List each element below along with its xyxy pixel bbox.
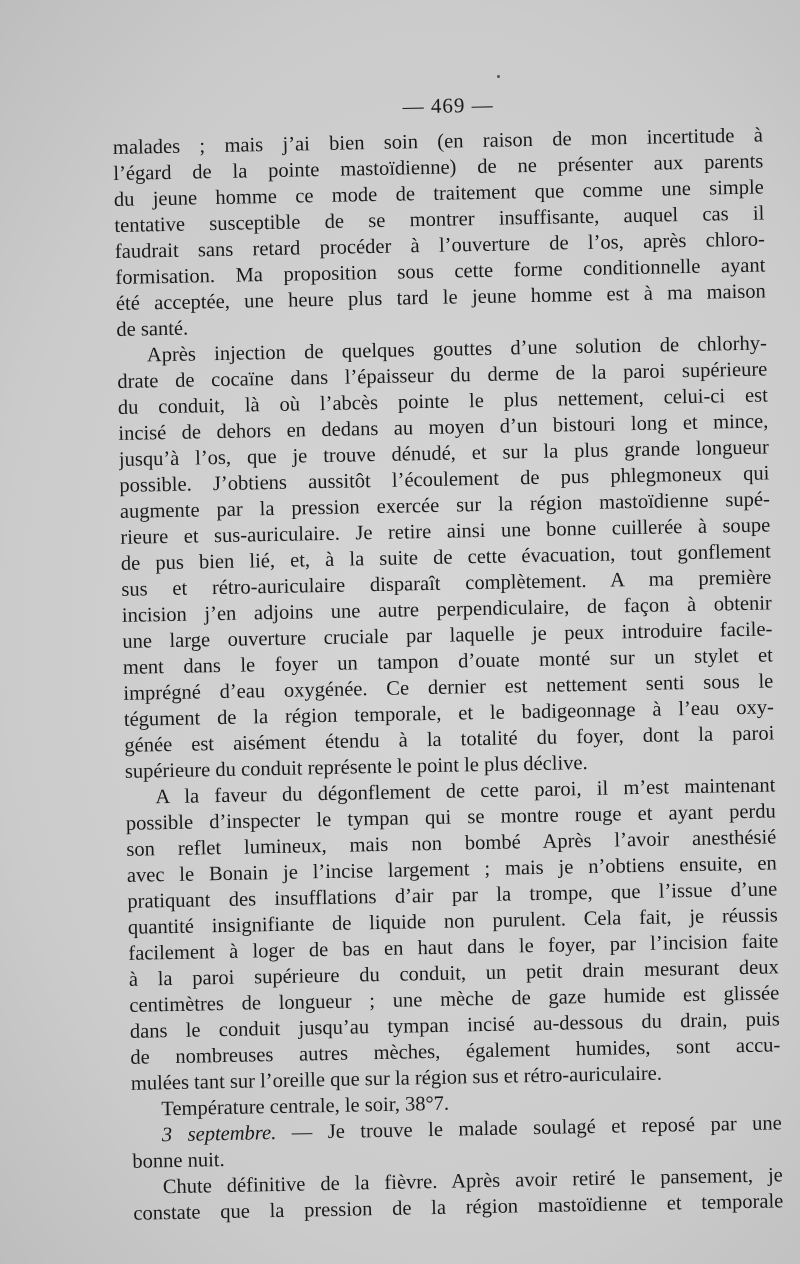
book-page — [112, 88, 784, 1227]
text-line: du jeune homme ce mode de traitement que comme une simple — [113, 176, 765, 211]
text-line: mulées tant sur l’oreille que sur la région sus et rétro-auriculaire. — [130, 1062, 663, 1095]
text-line: dans le conduit jusqu’au tympan incisé au-dessous du drain, puis — [129, 1008, 780, 1043]
text-line: possible d’inspecter le tympan qui se montre rouge et ayant perdu — [125, 800, 776, 835]
text-line: faudrait sans retard procéder à l’ouverture de l’os, après chloro- — [114, 228, 766, 263]
text-line: son reflet lumineux, mais non bombé Après l’avoir anesthésié — [126, 826, 777, 861]
text-line: possible. J’obtiens aussitôt l’écoulement de pus phlegmoneux qui — [119, 462, 770, 497]
text-line: A la faveur du dégonflement de cette paroi, il m’est maintenant — [155, 774, 776, 809]
text-line: une large ouverture cruciale par laquelle je peux introduire facile- — [122, 618, 773, 653]
text-line: de pus bien lié, et, à la suite de cette évacuation, tout gonflement — [120, 540, 771, 575]
text-line: été acceptée, une heure plus tard le jeune homme est à ma maison — [115, 280, 767, 315]
body-text — [113, 123, 784, 1227]
text-line: quantité insignifiante de liquide non purulent. Cela fait, je réussis — [127, 904, 778, 939]
text-line: incision j’en adjoins une autre perpendiculaire, de façon à obtenir — [121, 592, 772, 627]
text-line: constate que la pression de la région mastoïdienne et temporale — [133, 1190, 784, 1225]
entry-date: 3 septembre. — [161, 1122, 277, 1147]
page-number: — 469 — — [402, 92, 494, 119]
paragraph-3 — [125, 772, 781, 1096]
text-line: sus et rétro-auriculaire disparaît complètement. A ma première — [121, 566, 772, 601]
text-line: bonne nuit. — [132, 1149, 225, 1173]
final-paragraph — [133, 1162, 784, 1226]
text-line: de santé. — [116, 317, 189, 341]
text-line: du conduit, là où l’abcès pointe le plus nettement, celui-ci est — [117, 384, 769, 419]
text-line: à la paroi supérieure du conduit, un petit drain mesurant deux — [128, 956, 779, 991]
text-line: incisé de dehors en dedans au moyen d’un bistouri long et mince, — [118, 410, 769, 445]
text-line: ment dans le foyer un tampon d’ouate monté sur un stylet et — [122, 644, 773, 679]
text-line: jusqu’à l’os, que je trouve dénudé, et sur la plus grande longueur — [118, 436, 770, 471]
text-line: drate de cocaïne dans l’épaisseur du derme de la paroi supérieure — [117, 358, 768, 393]
text-line: malades ; mais j’ai bien soin (en raison de mon incertitude à — [112, 124, 764, 159]
text-line: Température centrale, le soir, 38°7. — [161, 1092, 450, 1121]
paper-speck — [497, 75, 500, 78]
text-line: augmente par la pression exercée sur la région mastoïdienne supé- — [119, 488, 771, 523]
text-line: imprégné d’eau oxygénée. Ce dernier est nettement senti sous le — [123, 670, 774, 705]
text-line: supérieure du conduit représente le point le plus déclive. — [124, 751, 588, 783]
text-line: de nombreuses autres mèches, également humides, sont accu- — [130, 1034, 781, 1069]
text-line: tentative susceptible de se montrer insuffisante, auquel cas il — [114, 202, 765, 237]
paragraph-1 — [113, 123, 767, 343]
text-line: avec le Bonain je l’incise largement ; mais je n’obtiens ensuite, en — [126, 852, 777, 887]
text-line: génée est aisément étendu à la totalité du foyer, dont la paroi — [124, 722, 775, 757]
text-line: centimètres de longueur ; une mèche de gaze humide est glissée — [129, 982, 780, 1017]
paragraph-2 — [117, 330, 775, 784]
text-line: tégument de la région temporale, et le badigeonnage à l’eau oxy- — [123, 696, 774, 731]
text-line: formisation. Ma proposition sous cette forme conditionnelle ayant — [115, 254, 766, 289]
entry-text: — Je trouve le malade soulagé et reposé par une — [276, 1112, 782, 1145]
text-line: facilement à loger de bas en haut dans le foyer, par l’incision faite — [128, 930, 779, 965]
text-line: rieure et sus-auriculaire. Je retire ainsi une bonne cuillerée à soupe — [120, 514, 771, 549]
text-line: Chute définitive de la fièvre. Après avoir retiré le pansement, je — [162, 1164, 783, 1199]
text-line: Après injection de quelques gouttes d’une solution de chlorhy- — [146, 332, 768, 367]
text-line: pratiquant des insufflations d’air par la trompe, que l’issue d’une — [127, 878, 778, 913]
text-line: l’égard de la pointe mastoïdienne) de ne présenter aux parents — [113, 150, 764, 185]
